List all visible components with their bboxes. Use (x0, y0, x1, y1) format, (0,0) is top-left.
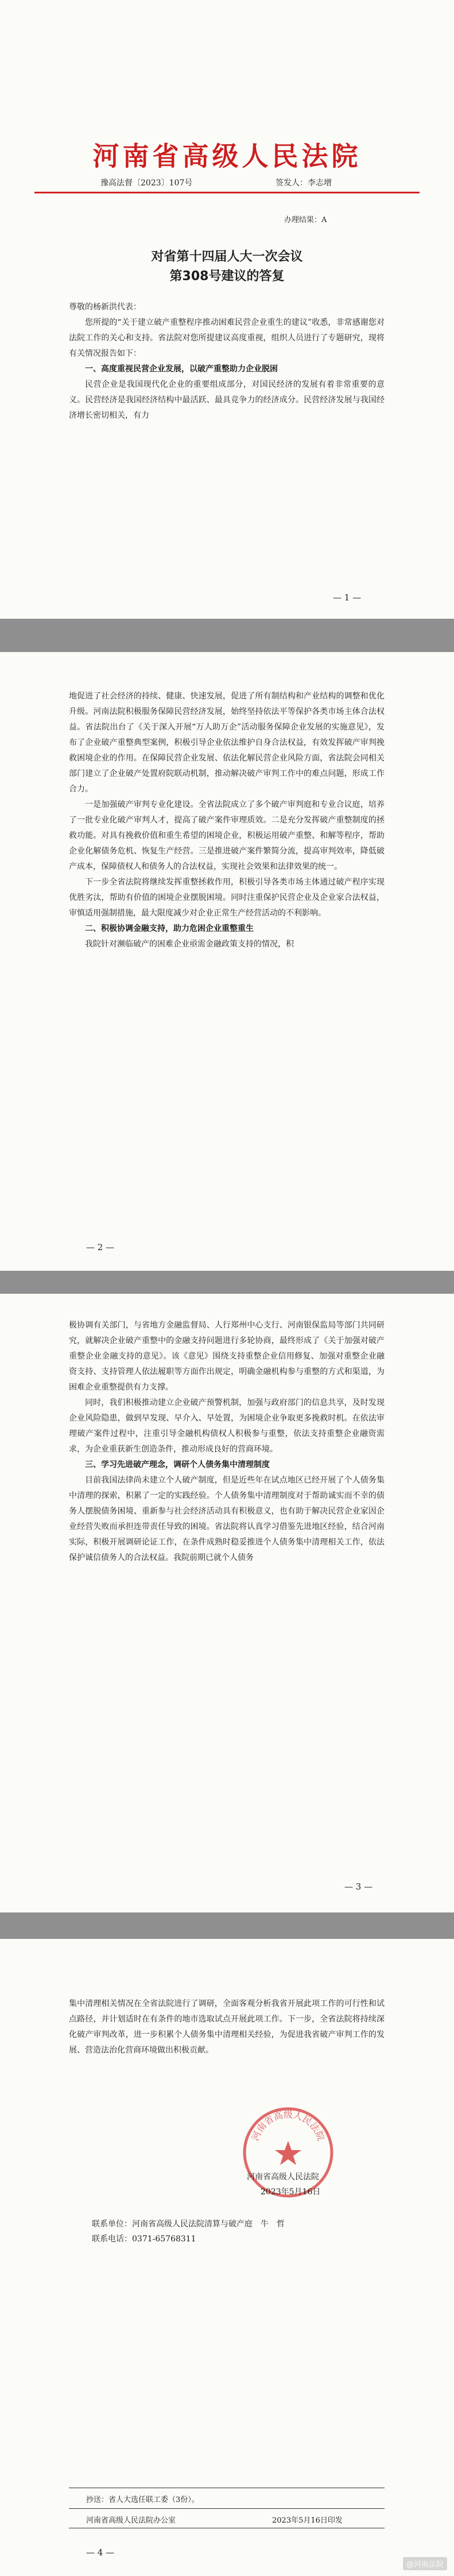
page-3-body (69, 1318, 385, 1566)
section-heading-2: 二、积极协调金融支持，助力危困企业重整重生 (85, 924, 254, 933)
page-number: — 3 — (344, 1881, 373, 1892)
reply-title-line2: 第308号建议的答复 (169, 269, 285, 284)
document-number: 豫高法督〔2023〕107号 (100, 179, 193, 188)
paragraph: 地促进了社会经济的持续、健康、快速发展，促进了所有制结构和产业结构的调整和优化升级。河南法院积极服务保障民营经济发展，始终坚持依法平等保护各类市场主体合法权益。省法院出台了《关于深入开展“万人助万企”活动服务保障企业发展的实施意见》，发布了企业破产重整典型案例，积极引导企业依法维护自身合法权益，有效发挥破产审判挽救困境企业的作用。在保障民营企业发展、依法化解民营企业风险方面，省法院会同相关部门建立了企业破产处置府院联动机制，推动解决破产审判工作中的难点问题，形成工作合力。 (69, 692, 385, 794)
page-number: — 1 — (333, 592, 362, 603)
paragraph: 目前我国法律尚未建立个人破产制度，但是近些年在试点地区已经开展了个人债务集中清理的探索，积累了一定的实践经验。个人债务集中清理制度对于帮助诚实而不幸的债务人摆脱债务困境、重新参与社会经济活动具有积极意义，也有助于解决民营企业家因企业经营失败而承担连带责任导致的困境。省法院将认真学习借鉴先进地区经验，结合河南实际，积极开展调研论证工作，在条件成熟时稳妥推进个人债务集中清理相关工作，依法保护诚信债务人的合法权益。我院前期已就个人债务 (69, 1476, 385, 1562)
signer: 签发人：李志增 (275, 179, 332, 188)
page-1 (0, 0, 454, 619)
page-1-body (69, 300, 385, 424)
contact-phone: 联系电话：0371-65768311 (92, 2234, 196, 2244)
section-heading-3: 三、学习先进破产理念，调研个人债务集中清理制度 (85, 1460, 270, 1469)
paragraph: 我院针对濒临破产的困难企业亟需金融政策支持的情况，积 (85, 940, 294, 949)
signing-court: 河南省高级人民法院 (247, 2172, 319, 2182)
issuing-office: 河南省高级人民法院办公室 (86, 2516, 176, 2525)
page-number: — 2 — (86, 1242, 115, 1252)
signing-date: 2023年5月16日 (261, 2187, 321, 2197)
page-2-body (69, 689, 385, 952)
red-divider-line (34, 192, 420, 193)
svg-text:河南省高级人民法院 (250, 2109, 327, 2142)
salutation: 尊敬的杨新洪代表： (69, 302, 141, 312)
court-title: 河南省高级人民法院 (92, 141, 362, 172)
carbon-copy: 抄送：省人大选任联工委（3份）。 (86, 2496, 199, 2504)
handling-result: 办理结果：A (284, 216, 327, 224)
reply-title-line1: 对省第十四届人大一次会议 (151, 250, 303, 264)
issue-date: 2023年5月16日印发 (272, 2516, 343, 2525)
paragraph: 下一步全省法院将继续发挥重整拯救作用，积极引导各类市场主体通过破产程序实现优胜劣汰，帮助有价值的困境企业摆脱困境。同时注重保护民营企业及企业家合法权益，审慎适用强制措施，最大限度减少对企业正常生产经营活动的不利影响。 (69, 878, 385, 918)
section-heading-1: 一、高度重视民营企业发展，以破产重整助力企业脱困 (85, 364, 278, 374)
watermark: @河南法院 (403, 2557, 447, 2570)
paragraph: 您所提的“关于建立破产重整程序推动困难民营企业重生的建议”收悉，非常感谢您对法院工作的关心和支持。省法院对您所提建议高度重视，组织人员进行了专题研究，现将有关情况报告如下： (69, 318, 385, 358)
paragraph: 民营企业是我国现代化企业的重要组成部分，对国民经济的发展有着非常重要的意义。民营经济是我国经济结构中最活跃、最具竞争力的经济成分。民营经济发展与我国经济增长密切相关，有力 (69, 380, 385, 420)
page-2 (0, 652, 454, 1271)
seal-text: 河南省高级人民法院 (249, 2109, 327, 2143)
paragraph: 极协调有关部门，与省地方金融监督局、人行郑州中心支行、河南银保监局等部门共同研究，就解决企业破产重整中的金融支持问题进行多轮协商，最终形成了《关于加强对破产重整企业金融支持的意见》。该《意见》围绕支持重整企业信用修复、加强对重整企业融资支持、支持管理人依法履职等方面作出规定，明确金融机构参与重整的方式和渠道，为困难企业重整提供有力支撑。 (69, 1321, 385, 1392)
page-4 (0, 1939, 454, 2576)
paragraph: 一是加强破产审判专业化建设。全省法院成立了多个破产审判庭和专业合议庭，培养了一批专业化破产审判人才，提高了破产案件审理质效。二是充分发挥破产重整制度的拯救功能。对具有挽救价值和重生希望的困境企业，积极运用破产重整、和解等程序，帮助企业化解债务危机、恢复生产经营。三是推进破产案件繁简分流，提高审判效率，降低破产成本，保障债权人和债务人的合法权益，实现社会效果和法律效果的统一。 (69, 800, 385, 871)
page-3 (0, 1294, 454, 1912)
footer-rule (69, 2508, 385, 2509)
paragraph: 同时，我们积极推动建立企业破产预警机制，加强与政府部门的信息共享，及时发现企业风险隐患，做到早发现、早介入、早处置，为困境企业争取更多挽救时机。在依法审理破产案件过程中，注重引导金融机构债权人积极参与重整，依法支持重整企业融资需求，为企业重获新生创造条件，推动形成良好的营商环境。 (69, 1398, 385, 1454)
page-4-body (69, 1996, 385, 2058)
page-number: — 4 — (86, 2547, 115, 2558)
contact-unit: 联系单位：河南省高级人民法院清算与破产庭 牛 哲 (92, 2220, 285, 2229)
paragraph: 集中清理相关情况在全省法院进行了调研，全面客观分析我省开展此项工作的可行性和试点路径，并计划适时在有条件的地市选取试点开展此项工作。下一步，全省法院将持续深化破产审判改革，进一步积累个人债务集中清理相关经验，为促进我省破产审判工作的发展、营造法治化营商环境做出积极贡献。 (69, 1999, 385, 2055)
